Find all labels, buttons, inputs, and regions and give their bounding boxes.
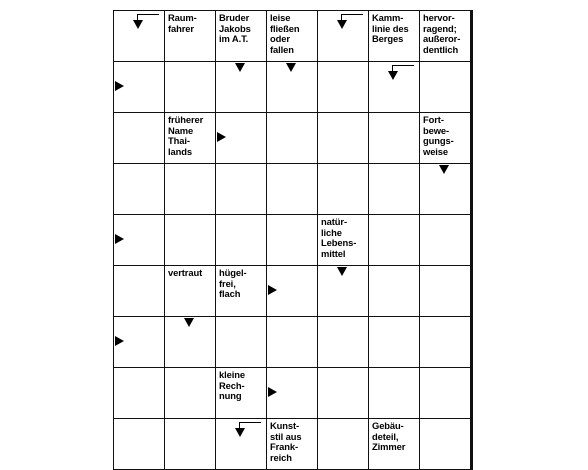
bent-arrow-stem [239,422,261,423]
answer-cell[interactable] [318,317,368,367]
arrow-down-icon [184,318,194,327]
arrow-right-icon [268,387,277,397]
clue-text: Fort- bewe- gungs- weise [423,114,454,157]
bent-arrow-down-icon [317,10,368,61]
answer-cell[interactable] [420,62,470,112]
arrow-down-icon [337,20,347,29]
clue-kleine-rechnung [216,368,266,418]
answer-cell[interactable] [114,266,164,316]
answer-cell[interactable] [267,317,317,367]
clue-frueherer-name-thailands [165,113,215,163]
bent-arrow-stem [137,14,159,15]
clue-text: leise fließen oder fallen [270,12,300,55]
clue-hervorragend [420,11,470,61]
answer-cell[interactable] [114,164,164,214]
answer-cell[interactable] [216,317,266,367]
answer-cell[interactable] [420,215,470,265]
clue-raumfahrer [165,11,215,61]
clue-text: Kamm- linie des Berges [372,12,409,45]
answer-cell[interactable] [216,164,266,214]
arrow-right-icon [115,336,124,346]
answer-cell[interactable] [369,317,419,367]
clue-huegelfrei [216,266,266,316]
bent-arrow-stem [341,14,363,15]
answer-cell[interactable] [165,164,215,214]
answer-cell[interactable] [267,113,317,163]
answer-cell[interactable] [165,368,215,418]
arrow-right-icon [268,285,277,295]
answer-cell[interactable] [114,113,164,163]
bent-arrow-down-icon [368,61,419,112]
arrow-right-icon [115,81,124,91]
clue-text: früherer Name Thai- lands [168,114,204,157]
grid-vline [470,10,473,470]
answer-cell[interactable] [216,215,266,265]
clue-fortbewegungsweise [420,113,470,163]
answer-cell[interactable] [318,368,368,418]
answer-cell[interactable] [267,215,317,265]
clue-text: natür- liche Lebens- mittel [321,216,357,259]
bent-arrow-stem [392,65,414,66]
bent-arrow-down-icon [113,10,164,61]
answer-cell[interactable] [369,164,419,214]
clue-text: vertraut [168,267,203,278]
answer-cell[interactable] [165,215,215,265]
clue-text: hervor- ragend; außeror- dentlich [423,12,461,55]
answer-cell[interactable] [318,62,368,112]
answer-cell[interactable] [114,368,164,418]
arrow-down-icon [439,165,449,174]
clue-text: Bruder Jakobs im A.T. [219,12,251,45]
clue-text: hügel- frei, flach [219,267,247,300]
answer-cell[interactable] [369,215,419,265]
clue-vertraut [165,266,215,316]
arrow-down-icon [133,20,143,29]
answer-cell[interactable] [318,164,368,214]
answer-cell[interactable] [420,419,470,469]
clue-text: kleine Rech- nung [219,369,245,402]
arrow-down-icon [235,428,245,437]
clue-text: Kunst- stil aus Frank- reich [270,420,302,463]
arrow-down-icon [388,71,398,80]
clue-bruder-jakobs [216,11,266,61]
clue-leise-fliessen [267,11,317,61]
clue-natuerliche-lebensmittel [318,215,368,265]
answer-cell[interactable] [420,266,470,316]
answer-cell[interactable] [369,266,419,316]
clue-text: Raum- fahrer [168,12,197,34]
answer-cell[interactable] [420,368,470,418]
arrow-right-icon [115,234,124,244]
answer-cell[interactable] [267,164,317,214]
bent-arrow-down-icon [215,418,266,469]
answer-cell[interactable] [165,419,215,469]
arrow-right-icon [217,132,226,142]
answer-cell[interactable] [318,113,368,163]
answer-cell[interactable] [114,419,164,469]
arrow-down-icon [286,63,296,72]
clue-kunststil [267,419,317,469]
answer-cell[interactable] [318,419,368,469]
answer-cell[interactable] [369,113,419,163]
answer-cell[interactable] [420,317,470,367]
arrow-down-icon [337,267,347,276]
answer-cell[interactable] [369,368,419,418]
answer-cell[interactable] [165,62,215,112]
arrow-down-icon [235,63,245,72]
clue-text: Gebäu- deteil, Zimmer [372,420,406,453]
clue-kammlinie [369,11,419,61]
clue-gebaeudeteil [369,419,419,469]
